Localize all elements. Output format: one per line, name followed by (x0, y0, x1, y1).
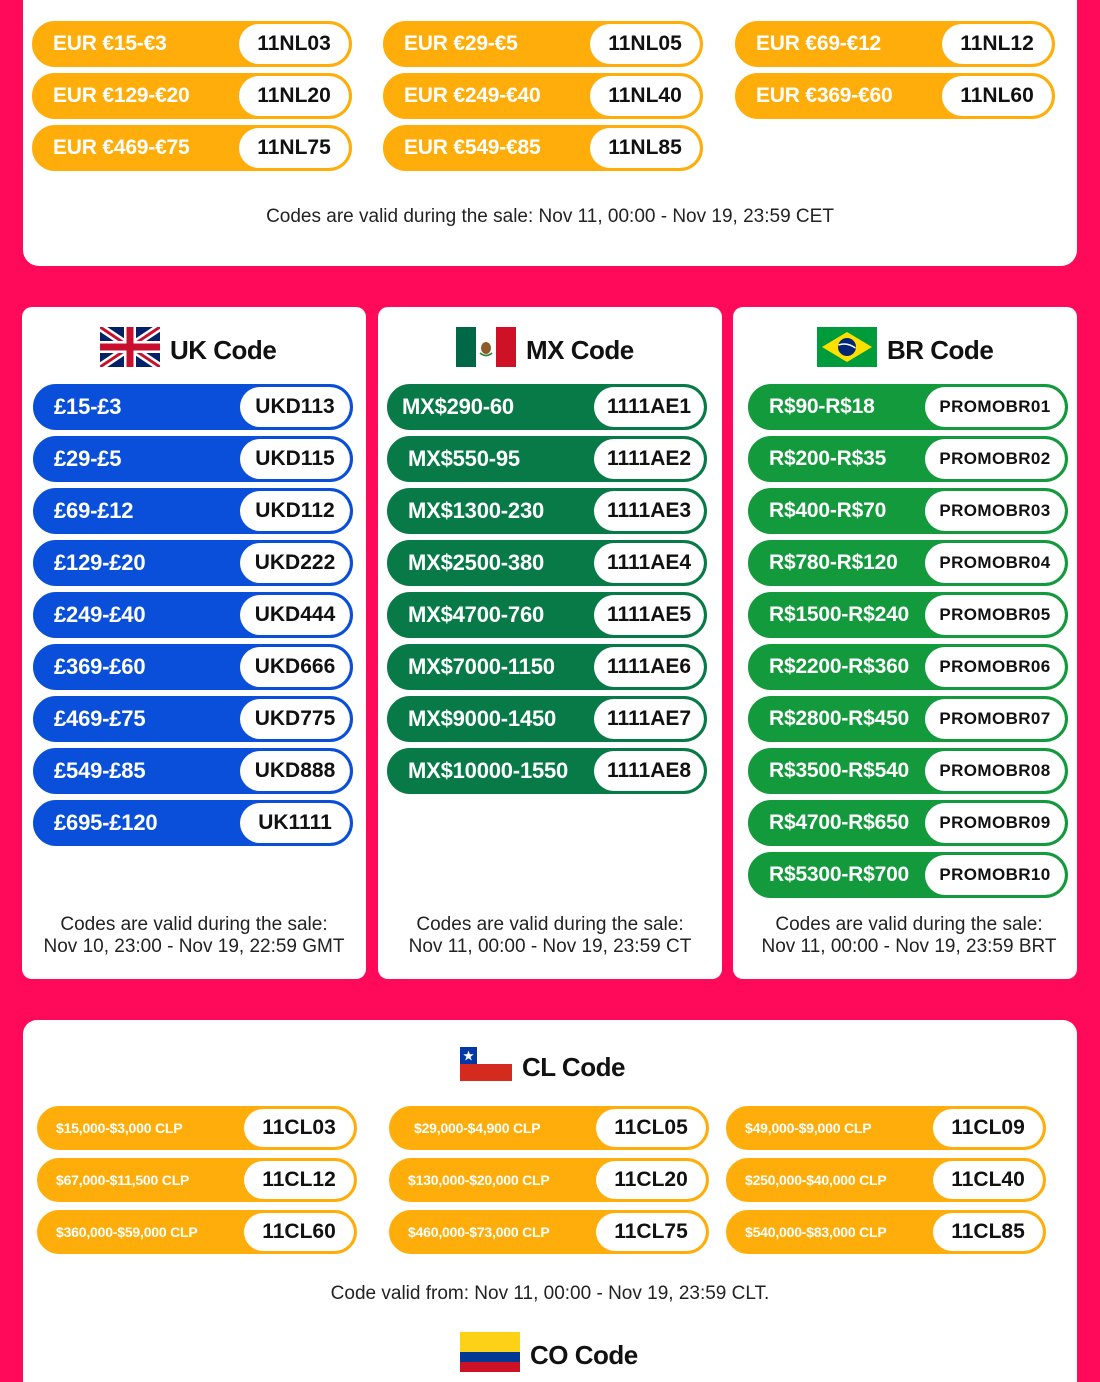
coupon-code[interactable]: UKD666 (240, 647, 350, 687)
coupon-amount: R$200-R$35 (769, 447, 887, 470)
coupon-amount: £69-£12 (54, 498, 134, 523)
coupon-amount: MX$9000-1450 (408, 706, 557, 731)
coupon-code[interactable]: 1111AE7 (594, 699, 704, 739)
coupon-amount: MX$4700-760 (408, 602, 545, 627)
validity-note-line2: Nov 11, 00:00 - Nov 19, 23:59 CT (408, 936, 692, 957)
validity-note-line1: Codes are valid during the sale: (416, 914, 684, 935)
coupon-pill[interactable] (383, 125, 703, 171)
coupon-amount: R$2800-R$450 (769, 707, 910, 730)
coupon-code[interactable]: PROMOBR04 (925, 543, 1065, 583)
coupon-pill[interactable] (33, 800, 353, 846)
coupon-pill[interactable] (726, 1106, 1046, 1150)
coupon-amount: $29,000-$4,900 CLP (414, 1120, 541, 1136)
coupon-pill[interactable] (32, 73, 352, 119)
coupon-pill[interactable] (748, 592, 1068, 638)
coupon-pill[interactable] (748, 800, 1068, 846)
coupon-amount: R$780-R$120 (769, 551, 898, 574)
card-title: BR Code (887, 335, 994, 365)
coupon-amount: MX$1300-230 (408, 498, 545, 523)
coupon-amount: R$400-R$70 (769, 499, 887, 522)
coupon-pill[interactable] (33, 748, 353, 794)
coupon-code[interactable]: 11CL85 (933, 1213, 1043, 1251)
coupon-pill[interactable] (389, 1210, 709, 1254)
coupon-amount: $67,000-$11,500 CLP (56, 1172, 190, 1188)
coupon-amount: EUR €549-€85 (404, 136, 541, 159)
coupon-amount: £695-£120 (54, 810, 158, 835)
validity-note: Codes are valid during the sale: Nov 11, 00:00 - Nov 19, 23:59 CET (266, 206, 834, 227)
validity-note (733, 914, 1085, 958)
validity-note (378, 914, 722, 958)
coupon-code[interactable]: UKD115 (240, 439, 350, 479)
coupon-amount: £369-£60 (54, 654, 146, 679)
coupon-code[interactable]: PROMOBR07 (925, 699, 1065, 739)
coupon-amount: $540,000-$83,000 CLP (745, 1224, 887, 1240)
coupon-amount: £129-£20 (54, 550, 146, 575)
coupon-code[interactable]: 11CL75 (596, 1213, 706, 1251)
coupon-amount: R$90-R$18 (769, 395, 875, 418)
coupon-code[interactable]: PROMOBR10 (925, 855, 1065, 895)
coupon-code[interactable]: 11CL40 (933, 1161, 1043, 1199)
coupon-code[interactable]: 11NL60 (942, 76, 1052, 116)
coupon-code[interactable]: PROMOBR05 (925, 595, 1065, 635)
validity-note-line1: Codes are valid during the sale: (60, 914, 328, 935)
chile-flag-icon (460, 1047, 512, 1088)
coupon-amount: MX$550-95 (408, 446, 520, 471)
coupon-code[interactable]: 11CL05 (596, 1109, 706, 1147)
mx-codes-card (378, 307, 722, 979)
coupon-pill[interactable] (748, 644, 1068, 690)
coupon-pill[interactable] (748, 696, 1068, 742)
uk-flag-icon (100, 327, 160, 374)
coupon-amount: EUR €369-€60 (756, 84, 893, 107)
coupon-code[interactable]: PROMOBR02 (925, 439, 1065, 479)
coupon-pill[interactable] (387, 696, 707, 742)
eur-codes-card (23, 0, 1077, 266)
coupon-pill[interactable] (33, 696, 353, 742)
coupon-code[interactable]: 11CL20 (596, 1161, 706, 1199)
validity-note-line2: Nov 10, 23:00 - Nov 19, 22:59 GMT (43, 936, 345, 957)
coupon-amount: EUR €15-€3 (53, 32, 167, 55)
coupon-amount: £29-£5 (54, 446, 122, 471)
coupon-code[interactable]: 1111AE8 (594, 751, 704, 791)
coupon-amount: £549-£85 (54, 758, 146, 783)
coupon-amount: EUR €249-€40 (404, 84, 541, 107)
coupon-amount: MX$7000-1150 (408, 654, 555, 679)
coupon-pill[interactable] (33, 488, 353, 534)
coupon-amount: £15-£3 (54, 394, 122, 419)
coupon-code[interactable]: 1111AE3 (594, 491, 704, 531)
coupon-pill[interactable] (748, 384, 1068, 430)
coupon-pill[interactable] (383, 73, 703, 119)
coupon-pill[interactable] (735, 21, 1055, 67)
coupon-code[interactable]: 11NL40 (590, 76, 700, 116)
coupon-amount: MX$2500-380 (408, 550, 545, 575)
coupon-code[interactable]: UKD113 (240, 387, 350, 427)
coupon-code[interactable]: 11CL03 (244, 1109, 354, 1147)
coupon-code[interactable]: PROMOBR06 (925, 647, 1065, 687)
coupon-code[interactable]: UKD888 (240, 751, 350, 791)
coupon-code[interactable]: UK1111 (240, 803, 350, 843)
coupon-amount: $250,000-$40,000 CLP (745, 1172, 887, 1188)
coupon-amount: £469-£75 (54, 706, 146, 731)
colombia-flag-icon (460, 1332, 520, 1379)
coupon-amount: R$2200-R$360 (769, 655, 910, 678)
coupon-amount: EUR €29-€5 (404, 32, 518, 55)
coupon-pill[interactable] (726, 1210, 1046, 1254)
coupon-amount: R$1500-R$240 (769, 603, 910, 626)
coupon-amount: $360,000-$59,000 CLP (56, 1224, 198, 1240)
coupon-code[interactable]: 11NL03 (239, 24, 349, 64)
coupon-code[interactable]: 1111AE1 (594, 387, 704, 427)
coupon-pill[interactable] (387, 592, 707, 638)
brazil-flag-icon (817, 327, 877, 374)
coupon-amount: $130,000-$20,000 CLP (408, 1172, 550, 1188)
coupon-code[interactable]: 11CL12 (244, 1161, 354, 1199)
br-codes-card (733, 307, 1077, 979)
validity-note-line1: Codes are valid during the sale: (775, 914, 1043, 935)
co-title: CO Code (530, 1340, 638, 1370)
coupon-pill[interactable] (735, 73, 1055, 119)
coupon-pill[interactable] (387, 488, 707, 534)
mexico-flag-icon (456, 327, 516, 374)
coupon-code[interactable]: 1111AE2 (594, 439, 704, 479)
coupon-pill[interactable] (33, 644, 353, 690)
coupon-code[interactable]: 11NL12 (942, 24, 1052, 64)
coupon-amount: MX$290-60 (402, 394, 514, 419)
coupon-pill[interactable] (383, 21, 703, 67)
coupon-amount: £249-£40 (54, 602, 146, 627)
coupon-pill[interactable] (748, 488, 1068, 534)
coupon-pill[interactable] (389, 1158, 709, 1202)
coupon-code[interactable]: PROMOBR09 (925, 803, 1065, 843)
coupon-pill[interactable] (33, 540, 353, 586)
coupon-pill[interactable] (389, 1106, 709, 1150)
coupon-pill[interactable] (748, 436, 1068, 482)
coupon-pill[interactable] (748, 748, 1068, 794)
card-title: CL Code (522, 1052, 625, 1082)
coupon-pill[interactable] (37, 1210, 357, 1254)
co-heading (460, 1332, 638, 1379)
coupon-amount: EUR €129-€20 (53, 84, 190, 107)
uk-codes-card (22, 307, 366, 979)
coupon-code[interactable]: UKD112 (240, 491, 350, 531)
coupon-code[interactable]: 11NL75 (239, 128, 349, 168)
coupon-code[interactable]: 11NL20 (239, 76, 349, 116)
card-heading (460, 1047, 625, 1088)
coupon-code[interactable]: 1111AE4 (594, 543, 704, 583)
cl-codes-card (23, 1020, 1077, 1382)
coupon-amount: R$5300-R$700 (769, 863, 910, 886)
coupon-pill[interactable] (748, 540, 1068, 586)
coupon-pill[interactable] (748, 852, 1068, 898)
validity-note (22, 914, 366, 958)
coupon-pill[interactable] (33, 436, 353, 482)
card-title: UK Code (170, 335, 277, 365)
coupon-amount: $49,000-$9,000 CLP (745, 1120, 872, 1136)
coupon-pill[interactable] (387, 748, 707, 794)
coupon-code[interactable]: 11NL85 (590, 128, 700, 168)
coupon-pill[interactable] (32, 21, 352, 67)
coupon-pill[interactable] (387, 436, 707, 482)
validity-note: Code valid from: Nov 11, 00:00 - Nov 19, 23:59 CLT. (330, 1283, 770, 1304)
coupon-code[interactable]: PROMOBR01 (925, 387, 1065, 427)
coupon-amount: R$3500-R$540 (769, 759, 910, 782)
coupon-amount: $460,000-$73,000 CLP (408, 1224, 550, 1240)
card-heading (817, 327, 993, 374)
coupon-pill[interactable] (387, 540, 707, 586)
coupon-code[interactable]: PROMOBR03 (925, 491, 1065, 531)
coupon-pill[interactable] (37, 1158, 357, 1202)
card-title: MX Code (526, 335, 634, 365)
coupon-amount: MX$10000-1550 (408, 758, 569, 783)
coupon-amount: EUR €69-€12 (756, 32, 882, 55)
coupon-pill[interactable] (32, 125, 352, 171)
coupon-pill[interactable] (33, 384, 353, 430)
coupon-pill[interactable] (33, 592, 353, 638)
coupon-pill[interactable] (726, 1158, 1046, 1202)
coupon-amount: R$4700-R$650 (769, 811, 910, 834)
coupon-amount: EUR €469-€75 (53, 136, 190, 159)
coupon-code[interactable]: 11CL60 (244, 1213, 354, 1251)
validity-note-line2: Nov 11, 00:00 - Nov 19, 23:59 BRT (761, 936, 1057, 957)
coupon-code[interactable]: UKD444 (240, 595, 350, 635)
coupon-code[interactable]: UKD775 (240, 699, 350, 739)
card-heading (100, 327, 276, 374)
coupon-code[interactable]: 1111AE6 (594, 647, 704, 687)
coupon-pill[interactable] (387, 384, 707, 430)
coupon-pill[interactable] (387, 644, 707, 690)
coupon-amount: $15,000-$3,000 CLP (56, 1120, 183, 1136)
coupon-code[interactable]: UKD222 (240, 543, 350, 583)
card-heading (456, 327, 634, 374)
coupon-pill[interactable] (37, 1106, 357, 1150)
coupon-code[interactable]: PROMOBR08 (925, 751, 1065, 791)
coupon-code[interactable]: 11NL05 (590, 24, 700, 64)
coupon-code[interactable]: 11CL09 (933, 1109, 1043, 1147)
coupon-code[interactable]: 1111AE5 (594, 595, 704, 635)
